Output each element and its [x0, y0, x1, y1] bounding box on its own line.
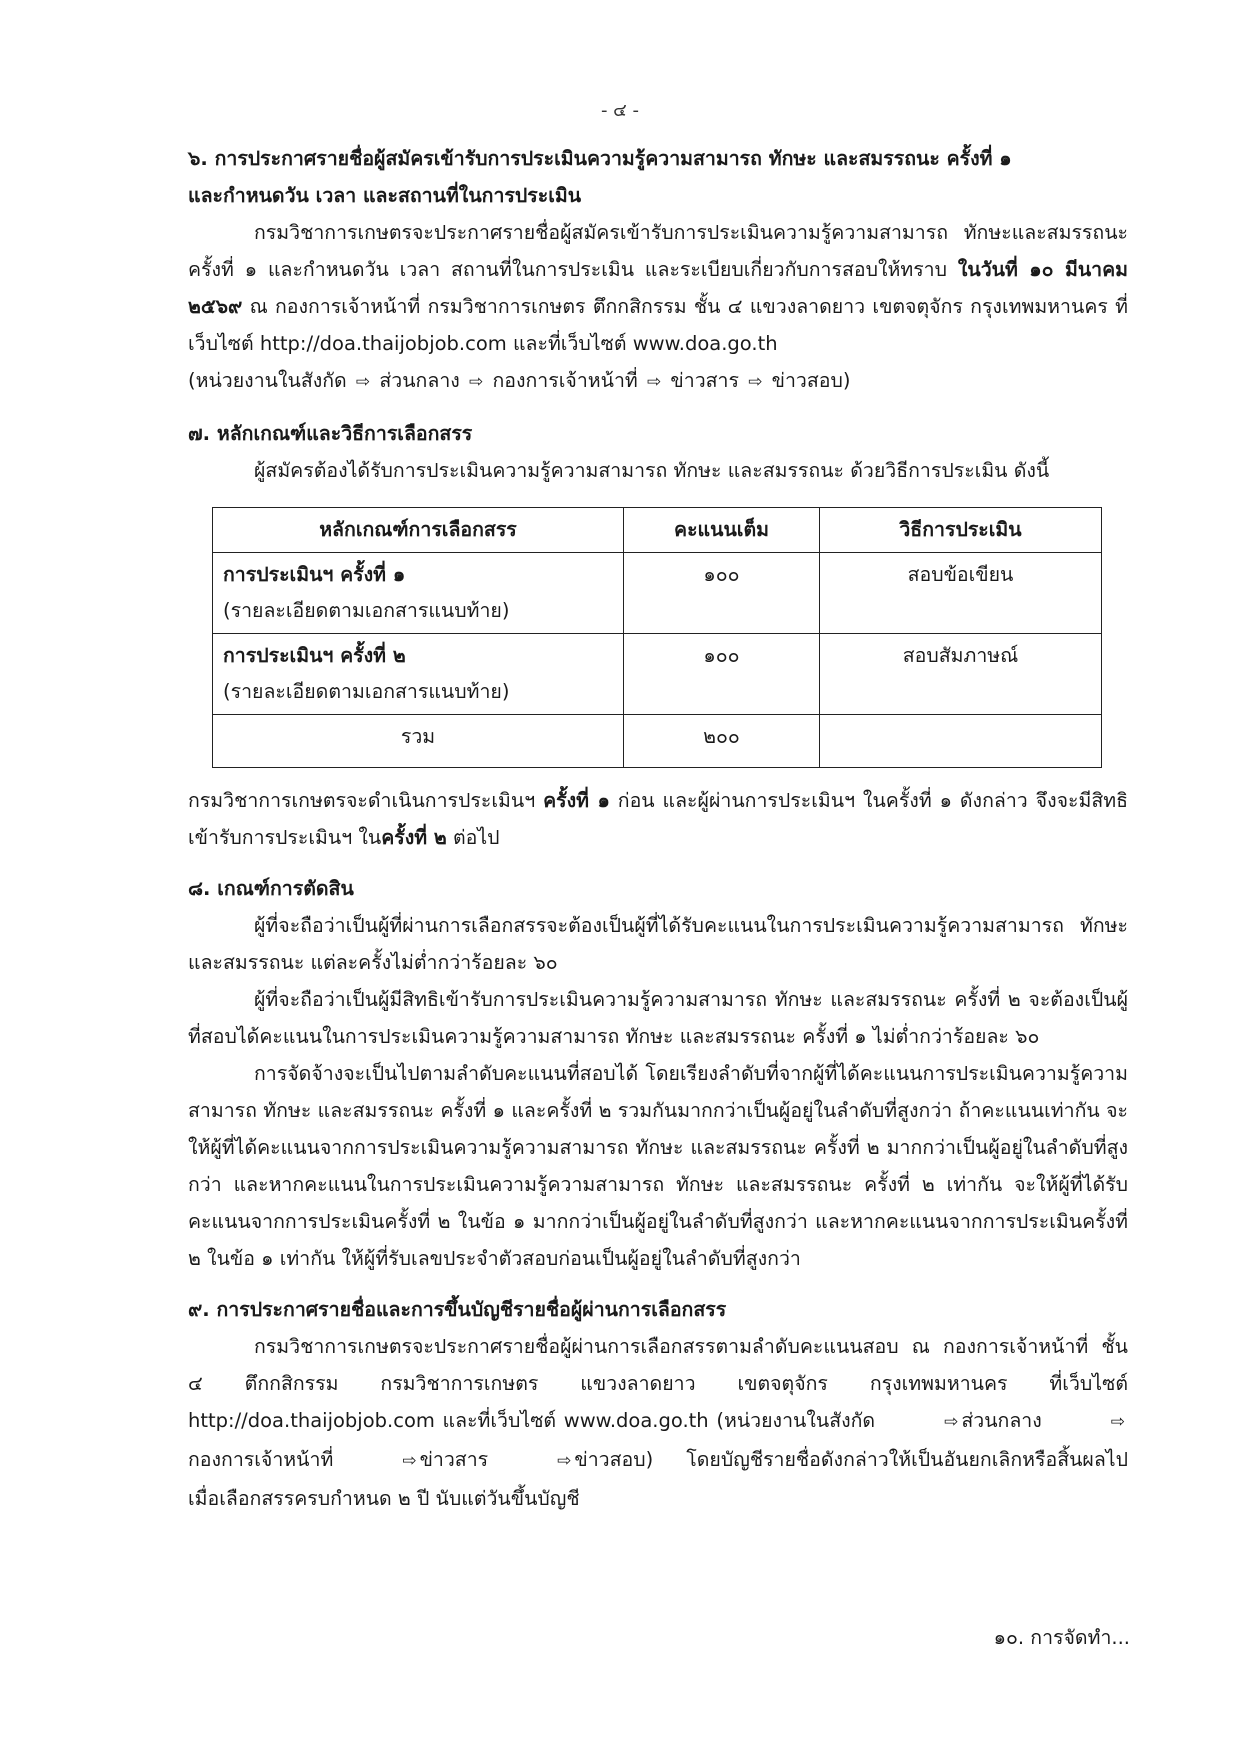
table-cell-method: สอบข้อเขียน	[820, 553, 1102, 634]
nav-item: ข่าวสาร	[670, 369, 739, 392]
page-number: - ๔ -	[600, 100, 640, 121]
arrow-right-icon: ⇨	[748, 372, 763, 392]
table-total-score: ๒๐๐	[624, 715, 820, 768]
criteria-table	[212, 507, 1102, 768]
arrow-right-icon: ⇨	[944, 1412, 959, 1432]
arrow-right-icon: ⇨	[355, 372, 371, 392]
section-6-heading-line-1: ๖. การประกาศรายชื่อผู้สมัครเข้ารับการประเมินความรู้ความสามารถ ทักษะ และสมรรถนะ ครั้งที่ ๑	[188, 147, 1012, 170]
criteria-title: การประเมินฯ ครั้งที่ ๒	[223, 644, 406, 667]
section-9-heading: ๙. การประกาศรายชื่อและการขึ้นบัญชีรายชื่อผู้ผ่านการเลือกสรร	[188, 1298, 727, 1321]
nav-item: (หน่วยงานในสังกัด	[716, 1409, 876, 1432]
section-9-body	[188, 1328, 1128, 1517]
section-7-after-bold-2: ครั้งที่ ๒	[381, 826, 447, 849]
table-row	[213, 634, 1102, 715]
section-9-body-b: โดยบัญชีรายชื่อดังกล่าวให้เป็นอันยกเลิกหรือสิ้นผลไปเมื่อเลือกสรรครบกำหนด ๒ ปี นับแต่วันขึ้นบัญชี	[188, 1448, 1128, 1510]
next-page-hint: ๑๐. การจัดทำ...	[993, 1626, 1130, 1649]
table-row	[213, 553, 1102, 634]
arrow-right-icon: ⇨	[402, 1451, 417, 1471]
section-8-paragraph-1: ผู้ที่จะถือว่าเป็นผู้ที่ผ่านการเลือกสรรจะต้องเป็นผู้ที่ได้รับคะแนนในการประเมินความรู้ความสามารถ ทักษะ และสมรรถนะ แต่ละครั้งไม่ต่ำกว่าร้อยละ ๖๐	[188, 914, 1128, 974]
section-7-after-bold-1: ครั้งที่ ๑	[543, 789, 610, 812]
section-6-date: ในวันที่ ๑๐ มีนาคม ๒๕๖๙	[188, 258, 1129, 318]
nav-item: กองการเจ้าหน้าที่	[492, 369, 638, 392]
section-6-body-b: ณ กองการเจ้าหน้าที่ กรมวิชาการเกษตร ตึกกสิกรรม ชั้น ๔ แขวงลาดยาว เขตจตุจักร กรุงเทพมหานคร ที่เว็บไซต์ http://doa.thaijobjob.com และที่เว็บไซต์ www.doa.go.th	[188, 295, 1128, 355]
section-8-heading: ๘. เกณฑ์การตัดสิน	[188, 877, 354, 900]
table-header-criteria: หลักเกณฑ์การเลือกสรร	[213, 508, 624, 553]
section-7-after-c: ต่อไป	[446, 826, 500, 849]
section-7-after-b: ก่อน และผู้ผ่านการประเมินฯ ในครั้งที่ ๑ ดังกล่าว จึงจะมีสิทธิเข้ารับการประเมินฯ ใน	[188, 789, 1128, 849]
table-header-score: คะแนนเต็ม	[624, 508, 820, 553]
section-9-body-a: กรมวิชาการเกษตรจะประกาศรายชื่อผู้ผ่านการเลือกสรรตามลำดับคะแนนสอบ ณ กองการเจ้าหน้าที่ ชั้น ๔ ตึกกสิกรรม กรมวิชาการเกษตร แขวงลาดยาว เขตจตุจักร กรุงเทพมหานคร ที่เว็บไซต์ http://doa.thaijobjob.com และที่เว็บไซต์ www.doa.go.th	[188, 1335, 1128, 1432]
arrow-right-icon: ⇨	[469, 372, 484, 392]
table-header-row	[213, 508, 1102, 553]
table-cell-criteria	[213, 553, 624, 634]
table-total-label: รวม	[213, 715, 624, 768]
table-header-method: วิธีการประเมิน	[820, 508, 1102, 553]
section-8-paragraph-3: การจัดจ้างจะเป็นไปตามลำดับคะแนนที่สอบได้ โดยเรียงลำดับที่จากผู้ที่ได้คะแนนการประเมินความรู้ความสามารถ ทักษะ และสมรรถนะ ครั้งที่ ๑ และครั้งที่ ๒ รวมกันมากกว่าเป็นผู้อยู่ในลำดับที่สูงกว่า ถ้าคะแนนเท่ากัน จะให้ผู้ที่ได้คะแนนจากการประเมินความรู้ความสามารถ ทักษะ และสมรรถนะ ครั้งที่ ๒ มากกว่าเป็นผู้อยู่ในลำดับที่สูงกว่า และหากคะแนนในการประเมินความรู้ความสามารถ ทักษะ และสมรรถนะ ครั้งที่ ๒ เท่ากัน จะให้ผู้ที่ได้รับคะแนนจากการประเมินครั้งที่ ๒ ในข้อ ๑ มากกว่าเป็นผู้อยู่ในลำดับที่สูงกว่า และหากคะแนนจากการประเมินครั้งที่ ๒ ในข้อ ๑ เท่ากัน ให้ผู้ที่รับเลขประจำตัวสอบก่อนเป็นผู้อยู่ในลำดับที่สูงกว่า	[188, 1062, 1128, 1270]
section-7-after-table	[188, 782, 1128, 856]
nav-item: ข่าวสาร	[419, 1448, 489, 1471]
criteria-note: (รายละเอียดตามเอกสารแนบท้าย)	[223, 680, 510, 703]
nav-item: ส่วนกลาง	[379, 369, 460, 392]
nav-item: (หน่วยงานในสังกัด	[188, 369, 347, 392]
table-cell-score: ๑๐๐	[624, 553, 820, 634]
nav-item: ข่าวสอบ)	[771, 369, 851, 392]
section-6-nav-path	[188, 362, 1128, 401]
section-7-intro: ผู้สมัครต้องได้รับการประเมินความรู้ความสามารถ ทักษะ และสมรรถนะ ด้วยวิธีการประเมิน ดังนี้	[254, 459, 1050, 482]
criteria-note: (รายละเอียดตามเอกสารแนบท้าย)	[223, 599, 510, 622]
arrow-right-icon: ⇨	[557, 1451, 572, 1471]
nav-item: ข่าวสอบ)	[574, 1448, 654, 1471]
nav-item: กองการเจ้าหน้าที่	[188, 1448, 334, 1471]
arrow-right-icon: ⇨	[1110, 1412, 1126, 1432]
document-body	[188, 140, 1128, 1517]
arrow-right-icon: ⇨	[646, 372, 662, 392]
section-6-body-a: กรมวิชาการเกษตรจะประกาศรายชื่อผู้สมัครเข้ารับการประเมินความรู้ความสามารถ ทักษะและสมรรถนะ ครั้งที่ ๑ และกำหนดวัน เวลา สถานที่ในการประเมิน และระเบียบเกี่ยวกับการสอบให้ทราบ	[188, 221, 1128, 281]
table-total-row	[213, 715, 1102, 768]
nav-item: ส่วนกลาง	[961, 1409, 1042, 1432]
table-cell-score: ๑๐๐	[624, 634, 820, 715]
section-7-after-a: กรมวิชาการเกษตรจะดำเนินการประเมินฯ	[188, 789, 544, 812]
section-7-heading: ๗. หลักเกณฑ์และวิธีการเลือกสรร	[188, 422, 473, 445]
table-total-method	[820, 715, 1102, 768]
section-8-paragraph-2: ผู้ที่จะถือว่าเป็นผู้มีสิทธิเข้ารับการประเมินความรู้ความสามารถ ทักษะ และสมรรถนะ ครั้งที่ ๒ จะต้องเป็นผู้ที่สอบได้คะแนนในการประเมินความรู้ความสามารถ ทักษะ และสมรรถนะ ครั้งที่ ๑ ไม่ต่ำกว่าร้อยละ ๖๐	[188, 988, 1128, 1048]
section-6-body	[188, 214, 1128, 362]
section-6-heading-line-2: และกำหนดวัน เวลา และสถานที่ในการประเมิน	[188, 184, 582, 207]
table-cell-method: สอบสัมภาษณ์	[820, 634, 1102, 715]
criteria-title: การประเมินฯ ครั้งที่ ๑	[223, 563, 406, 586]
table-cell-criteria	[213, 634, 624, 715]
